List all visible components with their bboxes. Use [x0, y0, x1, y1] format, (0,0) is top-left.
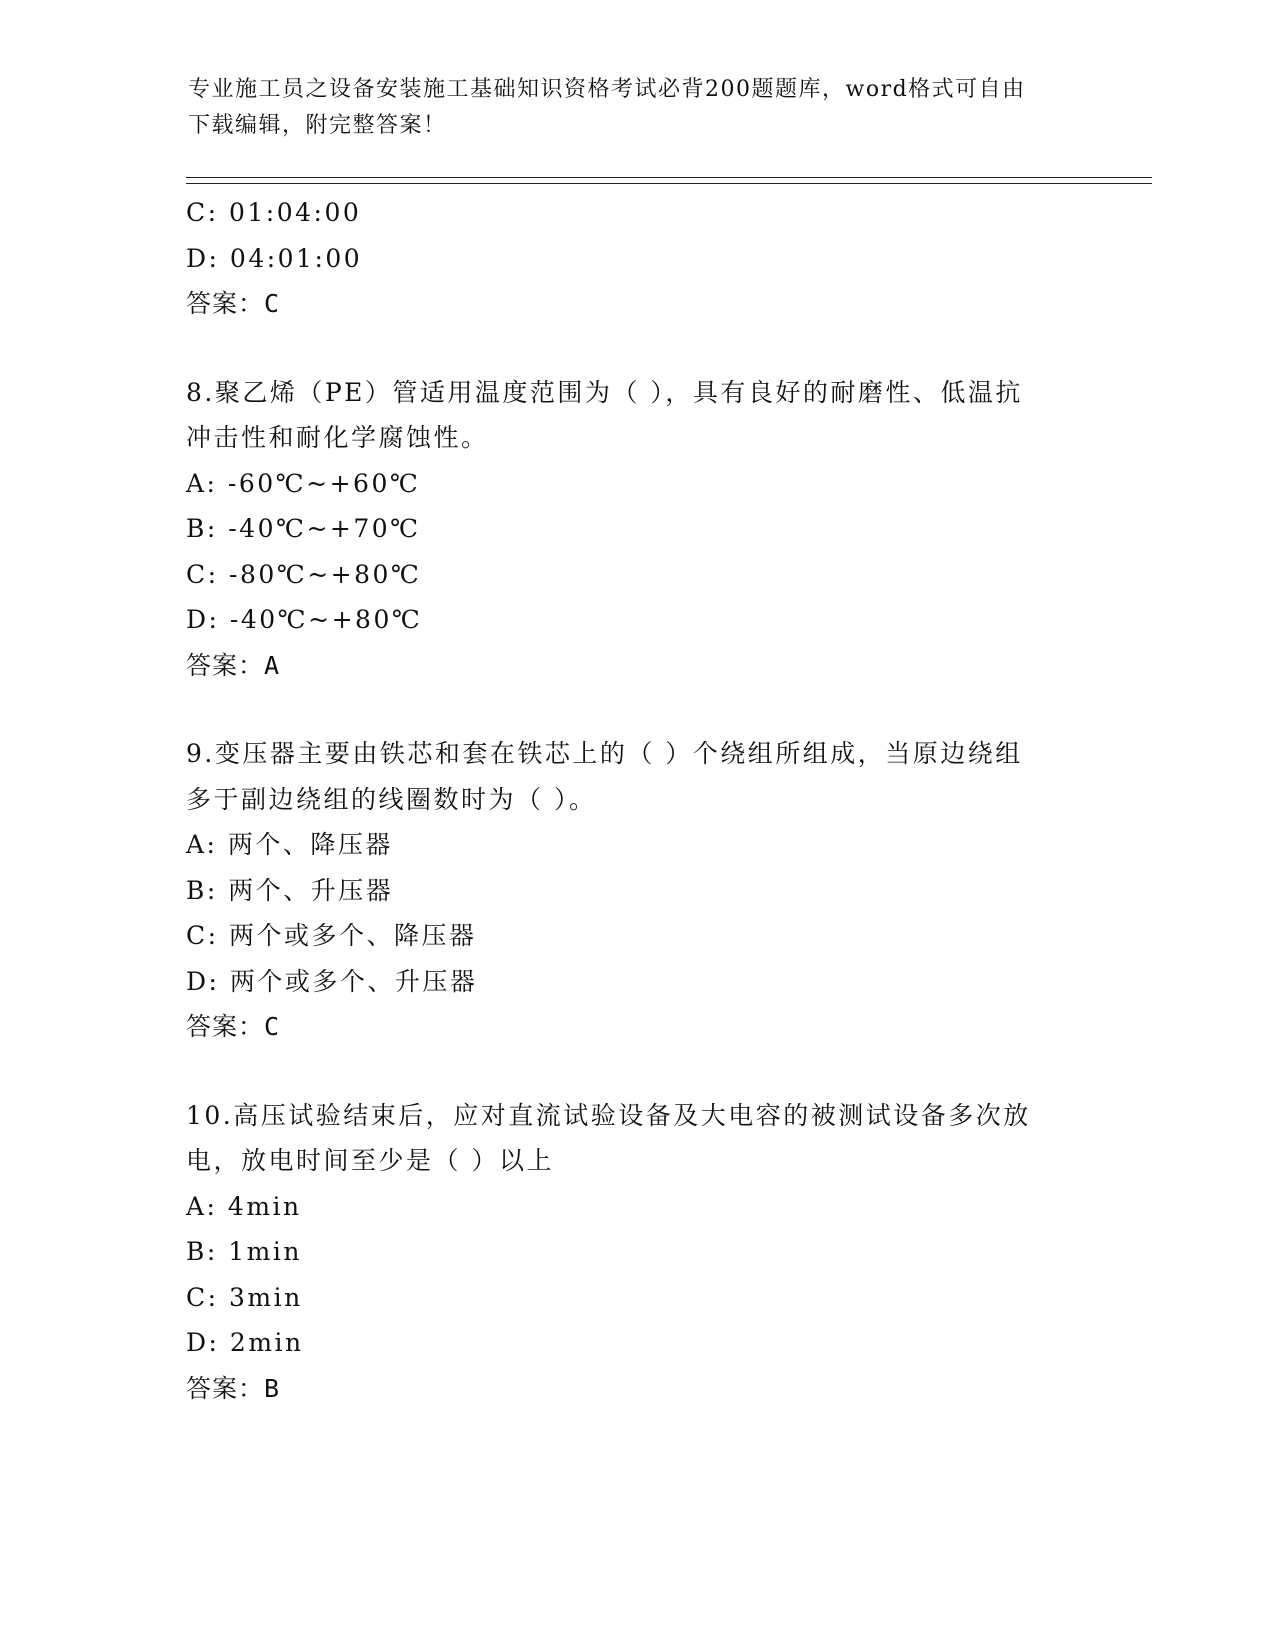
question-stem-line-2: 电，放电时间至少是（ ）以上	[186, 1146, 554, 1175]
answer-line: 答案：C	[186, 289, 281, 318]
question-8	[186, 370, 1086, 689]
header-divider-top	[186, 177, 1152, 178]
option-c: C: 01:04:00	[186, 198, 362, 227]
answer-line: 答案：B	[186, 1373, 281, 1403]
option-d: D: 04:01:00	[186, 243, 363, 273]
question-stem-line-2: 多于副边绕组的线圈数时为（ ）。	[186, 784, 597, 814]
header-line-2: 下载编辑，附完整答案！	[188, 113, 447, 138]
option-c: C: -80℃~+80℃	[186, 559, 422, 589]
header-line-1: 专业施工员之设备安装施工基础知识资格考试必背200题题库，word格式可自由	[188, 77, 1026, 102]
answer-line: 答案：C	[186, 1012, 281, 1041]
option-c: C: 3min	[186, 1282, 303, 1312]
question-list	[186, 190, 1086, 1411]
option-d: D: 两个或多个、升压器	[186, 966, 478, 996]
answer-line: 答案：A	[186, 650, 281, 680]
question-stem-line-1: 8.聚乙烯（PE）管适用温度范围为（ ），具有良好的耐磨性、低温抗	[186, 377, 1023, 407]
option-b: B: -40℃~+70℃	[186, 514, 421, 543]
document-header	[188, 72, 1068, 144]
option-b: B: 两个、升压器	[186, 875, 394, 905]
question-stem-line-1: 10.高压试验结束后，应对直流试验设备及大电容的被测试设备多次放	[186, 1100, 1031, 1130]
prev-question	[186, 190, 1086, 327]
option-d: D: 2min	[186, 1328, 304, 1357]
question-stem-line-2: 冲击性和耐化学腐蚀性。	[186, 423, 489, 452]
question-10	[186, 1093, 1086, 1412]
option-a: A: 4min	[186, 1191, 302, 1221]
option-a: A: -60℃~+60℃	[186, 468, 421, 498]
option-c: C: 两个或多个、降压器	[186, 921, 477, 950]
question-stem-line-1: 9.变压器主要由铁芯和套在铁芯上的（ ）个绕组所组成，当原边绕组	[186, 739, 1023, 768]
question-9	[186, 731, 1086, 1050]
option-a: A: 两个、降压器	[186, 830, 393, 859]
option-d: D: -40℃~+80℃	[186, 605, 423, 634]
header-divider-bottom	[186, 183, 1152, 184]
option-b: B: 1min	[186, 1237, 302, 1266]
